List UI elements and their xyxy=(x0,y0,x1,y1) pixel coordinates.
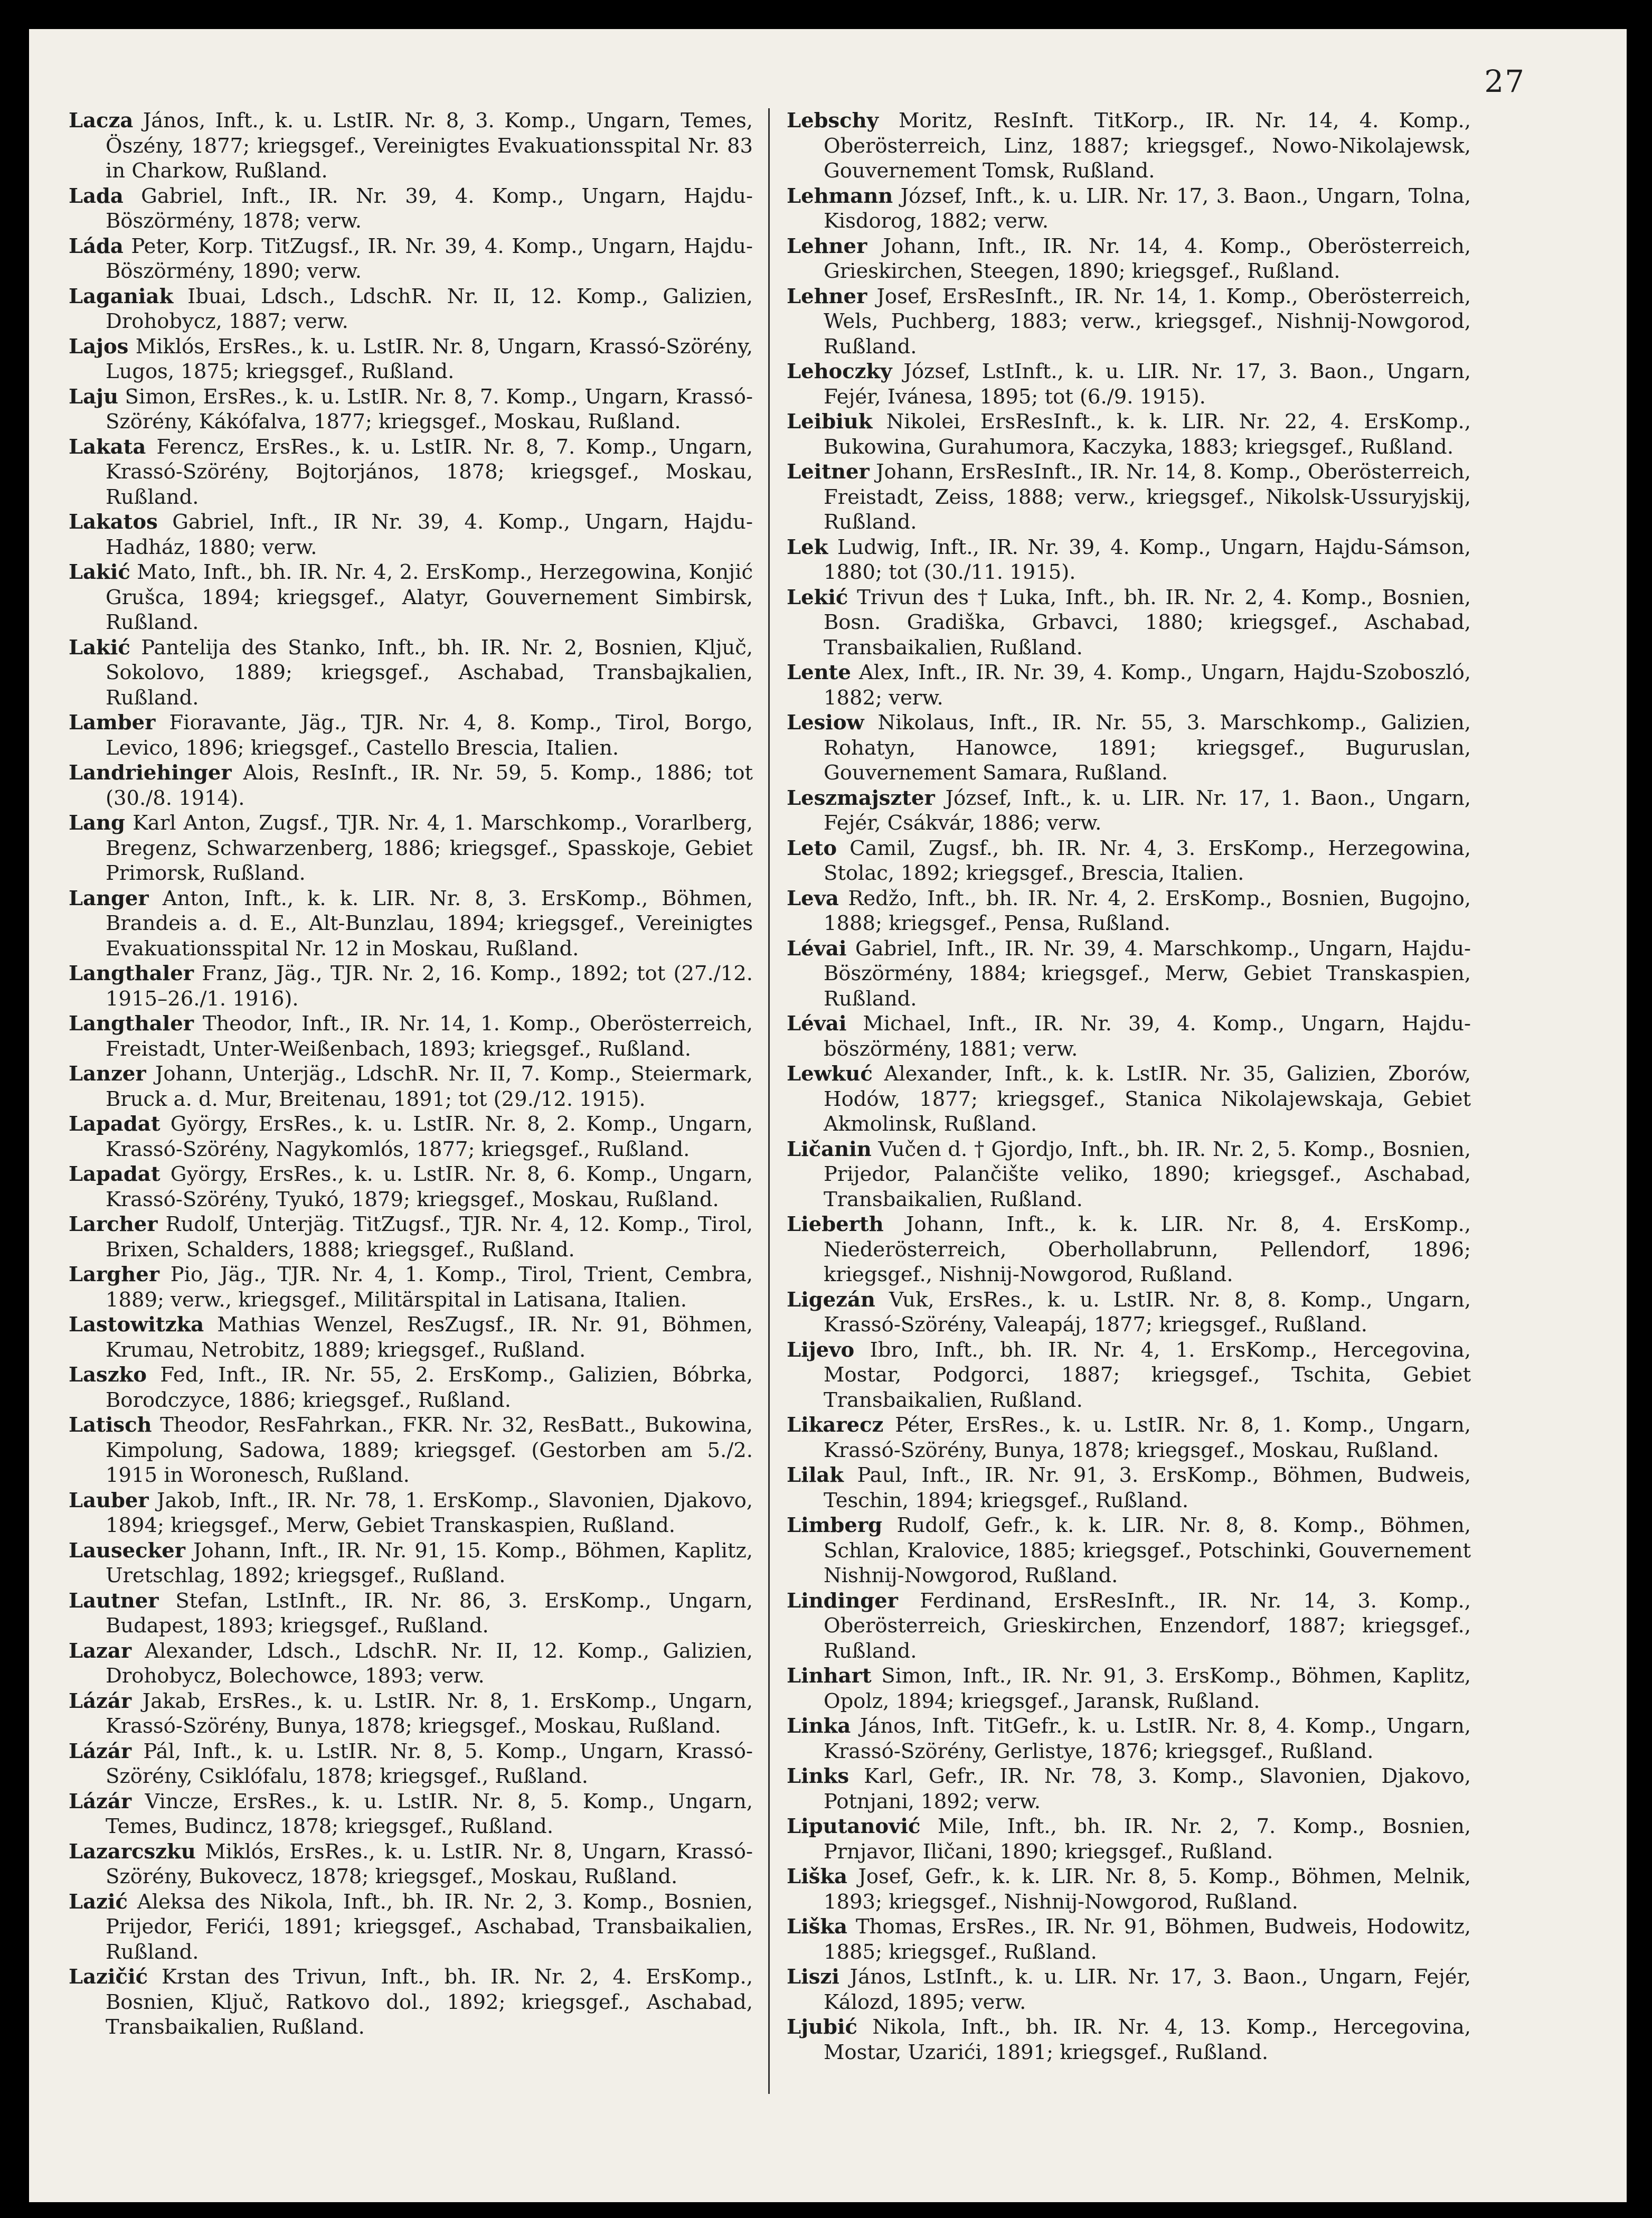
entry-surname: Latisch xyxy=(69,1413,152,1437)
entry-surname: Limberg xyxy=(787,1514,883,1537)
entry-surname: Lazičić xyxy=(69,1965,148,1989)
entry-surname: Lacza xyxy=(69,109,134,133)
entry-surname: Lente xyxy=(787,661,851,684)
entry-surname: Lijevo xyxy=(787,1338,855,1362)
register-entry xyxy=(69,184,753,234)
entry-surname: Lázár xyxy=(69,1739,132,1763)
page-number: 27 xyxy=(1484,63,1525,99)
entry-details: Peter, Korp. TitZugsf., IR. Nr. 39, 4. Komp., Ungarn, Hajdu-Böszörmény, 1890; verw. xyxy=(106,234,753,283)
entry-surname: Lehoczky xyxy=(787,360,892,383)
register-entry xyxy=(787,1287,1471,1338)
entry-surname: Lehner xyxy=(787,234,867,258)
register-entry xyxy=(787,1714,1471,1764)
entry-surname: Larcher xyxy=(69,1213,158,1236)
register-entry xyxy=(69,961,753,1011)
entry-details: Miklós, ErsRes., k. u. LstIR. Nr. 8, Ungarn, Krassó-Szörény, Lugos, 1875; kriegsgef., Rußland. xyxy=(106,334,753,383)
register-entry xyxy=(69,1312,753,1362)
entry-surname: Lévai xyxy=(787,936,847,961)
entry-surname: Liszi xyxy=(787,1965,839,1989)
entry-details: Nikola, Inft., bh. IR. Nr. 4, 13. Komp., Hercegovina, Mostar, Uzarići, 1891; kriegsgef., Rußland. xyxy=(824,2015,1471,2064)
entry-surname: Lapadat xyxy=(69,1162,161,1186)
register-entry xyxy=(787,1764,1471,1814)
register-entry xyxy=(69,1839,753,1890)
entry-surname: Ligezán xyxy=(787,1287,875,1312)
entry-details: Nikolei, ErsResInft., k. k. LIR. Nr. 22, 4. ErsKomp., Bukowina, Gurahumora, Kaczyka, 1883; kriegsgef., Rußland. xyxy=(824,410,1471,459)
entry-details: Alois, ResInft., IR. Nr. 59, 5. Komp., 1886; tot (30./8. 1914). xyxy=(106,761,753,810)
entry-details: János, Inft., k. u. LstIR. Nr. 8, 3. Komp., Ungarn, Temes, Öszény, 1877; kriegsgef., Vereinigtes Evakuationsspital Nr. 83 in Charkow, Rußland. xyxy=(106,109,753,183)
register-entry xyxy=(787,1664,1471,1714)
entry-details: Ferdinand, ErsResInft., IR. Nr. 14, 3. Komp., Oberösterreich, Grieskirchen, Enzendorf, 1887; kriegsgef., Rußland. xyxy=(824,1589,1471,1663)
entry-details: Michael, Inft., IR. Nr. 39, 4. Komp., Ungarn, Hajdu-böszörmény, 1881; verw. xyxy=(824,1012,1471,1061)
entry-surname: Links xyxy=(787,1764,849,1788)
entry-details: Redžo, Inft., bh. IR. Nr. 4, 2. ErsKomp., Bosnien, Bugojno, 1888; kriegsgef., Pensa, Rußland. xyxy=(824,886,1471,935)
entry-details: Alexander, Ldsch., LdschR. Nr. II, 12. Komp., Galizien, Drohobycz, Bolechowce, 1893; verw. xyxy=(106,1639,753,1688)
entry-surname: Lehner xyxy=(787,284,867,308)
register-entry xyxy=(69,1262,753,1312)
entry-details: Moritz, ResInft. TitKorp., IR. Nr. 14, 4. Komp., Oberösterreich, Linz, 1887; kriegsgef., Nowo-Nikolajewsk, Gouvernement Tomsk, Rußland. xyxy=(824,109,1471,183)
entry-details: Johann, Unterjäg., LdschR. Nr. II, 7. Komp., Steiermark, Bruck a. d. Mur, Breitenau, 1891; tot (29./12. 1915). xyxy=(106,1062,753,1111)
entry-details: Franz, Jäg., TJR. Nr. 2, 16. Komp., 1892; tot (27./12. 1915–26./1. 1916). xyxy=(106,962,753,1011)
register-entry xyxy=(787,1338,1471,1413)
register-entry xyxy=(69,1538,753,1589)
entry-details: Gabriel, Inft., IR. Nr. 39, 4. Komp., Ungarn, Hajdu-Böszörmény, 1878; verw. xyxy=(106,184,753,233)
entry-surname: Leitner xyxy=(787,460,870,484)
register-entry xyxy=(787,234,1471,284)
entry-surname: Lauber xyxy=(69,1488,149,1512)
register-entry xyxy=(69,284,753,334)
entry-details: Johann, ErsResInft., IR. Nr. 14, 8. Komp., Oberösterreich, Freistadt, Zeiss, 1888; verw., kriegsgef., Nikolsk-Ussuryjskij, Rußland. xyxy=(824,460,1471,534)
entry-surname: Láda xyxy=(69,234,124,258)
register-entry xyxy=(69,1689,753,1739)
entry-surname: Leva xyxy=(787,886,839,910)
entry-surname: Lazić xyxy=(69,1890,128,1914)
entry-details: János, LstInft., k. u. LIR. Nr. 17, 3. Baon., Ungarn, Fejér, Kálozd, 1895; verw. xyxy=(824,1965,1471,2014)
entry-surname: Lapadat xyxy=(69,1112,161,1136)
entry-details: Mile, Inft., bh. IR. Nr. 2, 7. Komp., Bosnien, Prnjavor, Iličani, 1890; kriegsgef., Rußland. xyxy=(824,1815,1471,1864)
register-entry xyxy=(69,1413,753,1488)
entry-surname: Lastowitzka xyxy=(69,1313,204,1337)
entry-surname: Lekić xyxy=(787,585,848,609)
entry-details: Krstan des Trivun, Inft., bh. IR. Nr. 2, 4. ErsKomp., Bosnien, Ključ, Ratkovo dol., 1892; kriegsgef., Aschabad, Transbaikalien, Rußland. xyxy=(106,1965,753,2039)
entry-surname: Langer xyxy=(69,886,149,910)
entry-surname: Lázár xyxy=(69,1789,132,1813)
entry-details: Miklós, ErsRes., k. u. LstIR. Nr. 8, Ungarn, Krassó-Szörény, Bukovecz, 1878; kriegsgef., Moskau, Rußland. xyxy=(106,1839,753,1888)
register-entry xyxy=(787,1814,1471,1864)
register-entry xyxy=(69,710,753,760)
entry-details: Anton, Inft., k. k. LIR. Nr. 8, 3. ErsKomp., Böhmen, Brandeis a. d. E., Alt-Bunzlau, 1894; kriegsgef., Vereinigtes Evakuationsspital Nr. 12 in Moskau, Rußland. xyxy=(106,886,753,961)
register-entry xyxy=(69,1362,753,1413)
register-entry xyxy=(69,811,753,886)
register-entry xyxy=(69,635,753,711)
register-entry xyxy=(787,786,1471,836)
entry-details: Trivun des † Luka, Inft., bh. IR. Nr. 2, 4. Komp., Bosnien, Bosn. Gradiška, Grbavci, 1880; kriegsgef., Aschabad, Transbaikalien, Rußland. xyxy=(824,585,1471,660)
entry-details: Simon, ErsRes., k. u. LstIR. Nr. 8, 7. Komp., Ungarn, Krassó-Szörény, Kákófalva, 1877; kriegsgef., Moskau, Rußland. xyxy=(106,384,753,434)
entry-surname: Lanzer xyxy=(69,1062,146,1086)
entry-details: Thomas, ErsRes., IR. Nr. 91, Böhmen, Budweis, Hodowitz, 1885; kriegsgef., Rußland. xyxy=(824,1915,1471,1964)
entry-details: Gabriel, Inft., IR Nr. 39, 4. Komp., Ungarn, Hajdu-Hadház, 1880; verw. xyxy=(106,510,753,559)
entry-surname: Lilak xyxy=(787,1463,844,1487)
register-entry xyxy=(69,234,753,284)
entry-surname: Liška xyxy=(787,1915,847,1939)
entry-details: Alexander, Inft., k. k. LstIR. Nr. 35, Galizien, Zborów, Hodów, 1877; kriegsgef., Stanica Nikolajewskaja, Gebiet Akmolinsk, Rußland. xyxy=(824,1062,1471,1136)
register-entry xyxy=(787,660,1471,710)
entry-surname: Largher xyxy=(69,1263,159,1286)
entry-surname: Lakata xyxy=(69,435,146,459)
register-entry xyxy=(787,710,1471,786)
entry-details: Ibuai, Ldsch., LdschR. Nr. II, 12. Komp., Galizien, Drohobycz, 1887; verw. xyxy=(106,284,753,333)
entry-details: Alex, Inft., IR. Nr. 39, 4. Komp., Ungarn, Hajdu-Szoboszló, 1882; verw. xyxy=(824,661,1471,710)
entry-details: Pio, Jäg., TJR. Nr. 4, 1. Komp., Tirol, Trient, Cembra, 1889; verw., kriegsgef., Militärspital in Latisana, Italien. xyxy=(106,1263,753,1312)
register-entry xyxy=(787,359,1471,409)
entry-details: Camil, Zugsf., bh. IR. Nr. 4, 3. ErsKomp., Herzegowina, Stolac, 1892; kriegsgef., Brescia, Italien. xyxy=(824,836,1471,885)
entry-surname: Lehmann xyxy=(787,184,893,208)
entry-surname: Ličanin xyxy=(787,1137,872,1161)
entry-details: Karl Anton, Zugsf., TJR. Nr. 4, 1. Marschkomp., Vorarlberg, Bregenz, Schwarzenberg, 1886; kriegsgef., Spasskoje, Gebiet Primorsk, Rußland. xyxy=(106,811,753,885)
register-entry xyxy=(69,108,753,184)
entry-surname: Lazarcszku xyxy=(69,1839,196,1864)
register-entry xyxy=(787,836,1471,886)
entry-surname: Lebschy xyxy=(787,109,879,133)
entry-surname: Lautner xyxy=(69,1589,159,1613)
register-entry xyxy=(69,1112,753,1162)
entry-details: Ludwig, Inft., IR. Nr. 39, 4. Komp., Ungarn, Hajdu-Sámson, 1880; tot (30./11. 1915). xyxy=(824,535,1471,584)
register-entry xyxy=(787,2015,1471,2065)
left-column xyxy=(69,108,753,2040)
entry-surname: Lamber xyxy=(69,711,156,735)
entry-surname: Lajos xyxy=(69,334,129,359)
entry-details: Johann, Inft., IR. Nr. 91, 15. Komp., Böhmen, Kaplitz, Uretschlag, 1892; kriegsgef., Rußland. xyxy=(106,1538,753,1587)
register-entry xyxy=(69,435,753,510)
entry-details: Rudolf, Unterjäg. TitZugsf., TJR. Nr. 4, 12. Komp., Tirol, Brixen, Schalders, 1888; kriegsgef., Rußland. xyxy=(106,1213,753,1262)
register-entry xyxy=(69,560,753,635)
entry-details: János, Inft. TitGefr., k. u. LstIR. Nr. 8, 4. Komp., Ungarn, Krassó-Szörény, Gerlistye, 1876; kriegsgef., Rußland. xyxy=(824,1714,1471,1763)
register-entry xyxy=(69,1639,753,1689)
entry-surname: Lang xyxy=(69,811,125,835)
register-entry xyxy=(787,1513,1471,1589)
entry-details: Mathias Wenzel, ResZugsf., IR. Nr. 91, Böhmen, Krumau, Netrobitz, 1889; kriegsgef., Rußland. xyxy=(106,1313,753,1362)
entry-surname: Lesiow xyxy=(787,711,864,735)
entry-surname: Leto xyxy=(787,836,837,860)
entry-details: Ferencz, ErsRes., k. u. LstIR. Nr. 8, 7. Komp., Ungarn, Krassó-Szörény, Bojtorjános, 1878; kriegsgef., Moskau, Rußland. xyxy=(106,435,753,509)
register-entry xyxy=(787,585,1471,661)
register-entry xyxy=(787,459,1471,535)
entry-details: Vučen d. † Gjordjo, Inft., bh. IR. Nr. 2, 5. Komp., Bosnien, Prijedor, Palančište veliko, 1890; kriegsgef., Aschabad, Transbaikalien, Rußland. xyxy=(824,1137,1471,1211)
entry-details: Mato, Inft., bh. IR. Nr. 4, 2. ErsKomp., Herzegowina, Konjić Grušca, 1894; kriegsgef., Alatyr, Gouvernement Simbirsk, Rußland. xyxy=(106,560,753,634)
column-divider xyxy=(768,108,770,2094)
entry-details: Gabriel, Inft., IR. Nr. 39, 4. Marschkomp., Ungarn, Hajdu-Böszörmény, 1884; kriegsgef., Merw, Gebiet Transkaspien, Rußland. xyxy=(824,936,1471,1011)
entry-details: Johann, Inft., IR. Nr. 14, 4. Komp., Oberösterreich, Grieskirchen, Steegen, 1890; kriegsgef., Rußland. xyxy=(824,234,1471,283)
register-entry xyxy=(787,1212,1471,1287)
entry-surname: Lakić xyxy=(69,560,130,584)
entry-details: Josef, Gefr., k. k. LIR. Nr. 8, 5. Komp., Böhmen, Melnik, 1893; kriegsgef., Nishnij-Nowgorod, Rußland. xyxy=(824,1865,1471,1914)
register-entry xyxy=(69,510,753,560)
entry-details: Aleksa des Nikola, Inft., bh. IR. Nr. 2, 3. Komp., Bosnien, Prijedor, Ferići, 1891; kriegsgef., Aschabad, Transbaikalien, Rußland. xyxy=(106,1890,753,1964)
entry-details: Pál, Inft., k. u. LstIR. Nr. 8, 5. Komp., Ungarn, Krassó-Szörény, Csiklófalu, 1878; kriegsgef., Rußland. xyxy=(106,1739,753,1788)
entry-surname: Laszko xyxy=(69,1363,147,1387)
entry-surname: Lakić xyxy=(69,635,130,660)
entry-surname: Lázár xyxy=(69,1689,132,1713)
entry-details: József, LstInft., k. u. LIR. Nr. 17, 3. Baon., Ungarn, Fejér, Ivánesa, 1895; tot (6./9. 1915). xyxy=(824,360,1471,409)
register-entry xyxy=(787,886,1471,936)
register-entry xyxy=(69,1011,753,1061)
register-entry xyxy=(787,409,1471,459)
register-entry xyxy=(787,1137,1471,1213)
entry-surname: Lindinger xyxy=(787,1589,898,1613)
register-entry xyxy=(69,1739,753,1789)
register-entry xyxy=(69,1212,753,1262)
entry-details: György, ErsRes., k. u. LstIR. Nr. 8, 2. Komp., Ungarn, Krassó-Szörény, Nagykomlós, 1877; kriegsgef., Rußland. xyxy=(106,1112,753,1161)
register-entry xyxy=(787,1864,1471,1914)
entry-details: Pantelija des Stanko, Inft., bh. IR. Nr. 2, Bosnien, Ključ, Sokolovo, 1889; kriegsgef., Aschabad, Transbajkalien, Rußland. xyxy=(106,635,753,710)
register-entry xyxy=(787,936,1471,1012)
entry-surname: Liputanović xyxy=(787,1815,921,1838)
register-entry xyxy=(69,1965,753,2040)
register-entry xyxy=(787,535,1471,585)
entry-surname: Lieberth xyxy=(787,1213,884,1236)
entry-surname: Leszmajszter xyxy=(787,786,935,810)
entry-details: József, Inft., k. u. LIR. Nr. 17, 3. Baon., Ungarn, Tolna, Kisdorog, 1882; verw. xyxy=(824,184,1471,233)
entry-surname: Ljubić xyxy=(787,2015,857,2039)
right-column xyxy=(787,108,1471,2065)
entry-surname: Lausecker xyxy=(69,1538,186,1563)
entry-details: Jakab, ErsRes., k. u. LstIR. Nr. 8, 1. ErsKomp., Ungarn, Krassó-Szörény, Bunya, 1878; kriegsgef., Moskau, Rußland. xyxy=(106,1689,753,1738)
register-entry xyxy=(787,108,1471,184)
entry-details: Vincze, ErsRes., k. u. LstIR. Nr. 8, 5. Komp., Ungarn, Temes, Budincz, 1878; kriegsgef., Rußland. xyxy=(106,1789,753,1838)
entry-details: Paul, Inft., IR. Nr. 91, 3. ErsKomp., Böhmen, Budweis, Teschin, 1894; kriegsgef., Rußland. xyxy=(824,1463,1471,1512)
register-entry xyxy=(787,1914,1471,1965)
entry-details: Rudolf, Gefr., k. k. LIR. Nr. 8, 8. Komp., Böhmen, Schlan, Kralovice, 1885; kriegsgef., Potschinki, Gouvernement Nishnij-Nowgorod, Rußland. xyxy=(824,1514,1471,1587)
register-entry xyxy=(787,1413,1471,1463)
entry-details: Johann, Inft., k. k. LIR. Nr. 8, 4. ErsKomp., Niederösterreich, Oberhollabrunn, Pellendorf, 1896; kriegsgef., Nishnij-Nowgorod, Rußland. xyxy=(824,1213,1471,1286)
register-entry xyxy=(787,284,1471,360)
entry-details: Josef, ErsResInft., IR. Nr. 14, 1. Komp., Oberösterreich, Wels, Puchberg, 1883; verw., kriegsgef., Nishnij-Nowgorod, Rußland. xyxy=(824,284,1471,359)
entry-details: Ibro, Inft., bh. IR. Nr. 4, 1. ErsKomp., Hercegovina, Mostar, Podgorci, 1887; kriegsgef., Tschita, Gebiet Transbaikalien, Rußland. xyxy=(824,1338,1471,1412)
register-entry xyxy=(69,1488,753,1538)
register-entry xyxy=(69,1789,753,1839)
entry-details: Péter, ErsRes., k. u. LstIR. Nr. 8, 1. Komp., Ungarn, Krassó-Szörény, Bunya, 1878; kriegsgef., Moskau, Rußland. xyxy=(824,1413,1471,1462)
register-entry xyxy=(787,184,1471,234)
entry-details: Vuk, ErsRes., k. u. LstIR. Nr. 8, 8. Komp., Ungarn, Krassó-Szörény, Valeapáj, 1877; kriegsgef., Rußland. xyxy=(824,1287,1471,1337)
entry-details: Jakob, Inft., IR. Nr. 78, 1. ErsKomp., Slavonien, Djakovo, 1894; kriegsgef., Merw, Gebiet Transkaspien, Rußland. xyxy=(106,1488,753,1537)
register-entry xyxy=(69,1890,753,1965)
register-entry xyxy=(787,1011,1471,1061)
register-entry xyxy=(69,886,753,962)
entry-surname: Laju xyxy=(69,384,118,409)
register-entry xyxy=(69,384,753,435)
entry-details: Stefan, LstInft., IR. Nr. 86, 3. ErsKomp., Ungarn, Budapest, 1893; kriegsgef., Rußland. xyxy=(106,1589,753,1638)
entry-details: Karl, Gefr., IR. Nr. 78, 3. Komp., Slavonien, Djakovo, Potnjani, 1892; verw. xyxy=(824,1764,1471,1813)
entry-details: Theodor, ResFahrkan., FKR. Nr. 32, ResBatt., Bukowina, Kimpolung, Sadowa, 1889; kriegsgef. (Gestorben am 5./2. 1915 in Woronesch, Rußland. xyxy=(106,1413,753,1487)
entry-surname: Lewkuć xyxy=(787,1062,873,1086)
register-entry xyxy=(787,1463,1471,1513)
register-entry xyxy=(787,1965,1471,2015)
register-entry xyxy=(69,760,753,811)
entry-surname: Lévai xyxy=(787,1012,847,1036)
register-entry xyxy=(69,1589,753,1639)
entry-details: Theodor, Inft., IR. Nr. 14, 1. Komp., Oberösterreich, Freistadt, Unter-Weißenbach, 1893; kriegsgef., Rußland. xyxy=(106,1012,753,1061)
entry-surname: Laganiak xyxy=(69,284,174,308)
entry-surname: Leibiuk xyxy=(787,410,873,434)
entry-surname: Lazar xyxy=(69,1639,132,1663)
register-entry xyxy=(787,1061,1471,1137)
entry-details: József, Inft., k. u. LIR. Nr. 17, 1. Baon., Ungarn, Fejér, Csákvár, 1886; verw. xyxy=(824,786,1471,835)
entry-details: Simon, Inft., IR. Nr. 91, 3. ErsKomp., Böhmen, Kaplitz, Opolz, 1894; kriegsgef., Jaransk, Rußland. xyxy=(824,1664,1471,1713)
entry-surname: Landriehinger xyxy=(69,761,232,785)
register-entry xyxy=(787,1589,1471,1664)
entry-details: György, ErsRes., k. u. LstIR. Nr. 8, 6. Komp., Ungarn, Krassó-Szörény, Tyukó, 1879; kriegsgef., Moskau, Rußland. xyxy=(106,1162,753,1211)
entry-surname: Linka xyxy=(787,1714,851,1738)
entry-details: Nikolaus, Inft., IR. Nr. 55, 3. Marschkomp., Galizien, Rohatyn, Hanowce, 1891; kriegsgef., Buguruslan, Gouvernement Samara, Rußland. xyxy=(824,711,1471,785)
register-entry xyxy=(69,1061,753,1112)
entry-surname: Liška xyxy=(787,1865,847,1888)
register-entry xyxy=(69,1162,753,1212)
entry-surname: Langthaler xyxy=(69,1012,194,1036)
entry-details: Fioravante, Jäg., TJR. Nr. 4, 8. Komp., Tirol, Borgo, Levico, 1896; kriegsgef., Castello Brescia, Italien. xyxy=(106,711,753,760)
entry-details: Fed, Inft., IR. Nr. 55, 2. ErsKomp., Galizien, Bóbrka, Borodczyce, 1886; kriegsgef., Rußland. xyxy=(106,1363,753,1412)
register-entry xyxy=(69,334,753,384)
entry-surname: Langthaler xyxy=(69,962,194,985)
entry-surname: Lek xyxy=(787,535,828,559)
entry-surname: Lada xyxy=(69,184,124,208)
entry-surname: Linhart xyxy=(787,1664,872,1688)
entry-surname: Likarecz xyxy=(787,1413,884,1437)
entry-surname: Lakatos xyxy=(69,510,158,534)
